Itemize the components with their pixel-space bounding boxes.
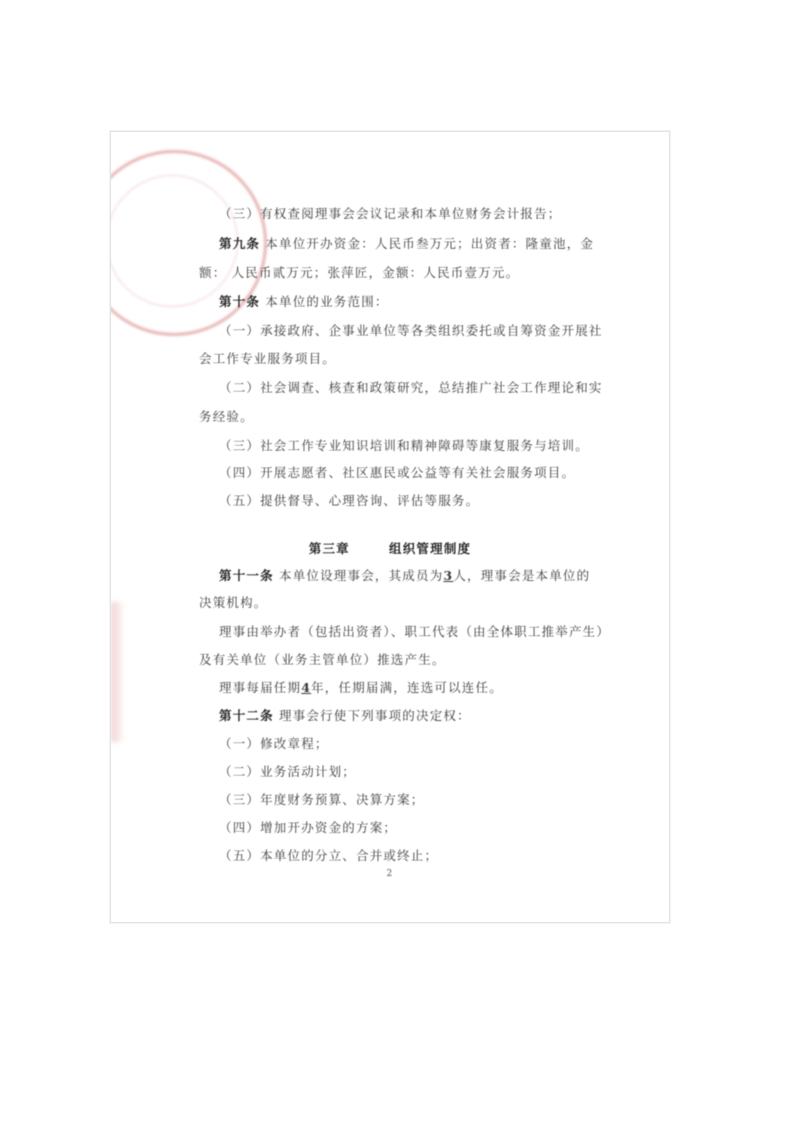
chapter-heading	[111, 539, 669, 557]
article-label: 第九条	[219, 236, 261, 251]
list-item: （一）修改章程；	[219, 736, 329, 751]
text: 年，任期届满，连选可以连任。	[311, 680, 503, 695]
term-years: 4	[301, 680, 312, 695]
text-line: 及有关单位（业务主管单位）推选产生。	[199, 652, 446, 667]
article-text: 本单位设理事会，其成员为	[279, 568, 444, 583]
chapter-title: 组织管理制度	[389, 541, 472, 556]
page-number: 2	[386, 869, 394, 879]
article-9-line	[219, 236, 594, 252]
text-line: （一）承接政府、企事业单位等各类组织委托或自筹资金开展社	[219, 323, 603, 338]
member-count: 3	[443, 568, 454, 583]
text-line: （三）社会工作专业知识培训和精神障碍等康复服务与培训。	[219, 438, 589, 453]
text-line: （四）开展志愿者、社区惠民或公益等有关社会服务项目。	[219, 465, 576, 480]
article-text: 本单位的业务范围：	[265, 294, 389, 309]
article-label: 第十二条	[219, 708, 274, 723]
text-line: （五）提供督导、心理咨询、评估等服务。	[219, 493, 480, 508]
text-line: 务经验。	[199, 409, 254, 424]
page-content	[111, 132, 669, 922]
text-line: 会工作专业服务项目。	[199, 351, 337, 366]
list-item: （三）年度财务预算、决算方案；	[219, 792, 425, 807]
article-text: 理事会行使下列事项的决定权：	[279, 708, 471, 723]
text-line: 理事由举办者（包括出资者）、职工代表（由全体职工推举产生）	[219, 624, 611, 639]
list-item: （二）业务活动计划；	[219, 764, 357, 779]
term-line	[219, 680, 503, 696]
article-label: 第十一条	[219, 568, 274, 583]
article-10-line	[219, 294, 389, 310]
text: 理事每届任期	[219, 680, 302, 695]
list-item: （五）本单位的分立、合并或终止；	[219, 848, 439, 863]
article-label: 第十条	[219, 294, 261, 309]
text-line: 决策机构。	[199, 595, 268, 610]
text-line: （二）社会调查、核查和政策研究，总结推广社会工作理论和实	[219, 380, 603, 395]
article-text: 本单位开办资金：人民币叁万元；出资者：隆童池，金	[265, 236, 595, 251]
article-text: 人，理事会是本单位的	[453, 568, 591, 583]
document-page	[110, 131, 670, 923]
text-line: 额： 人民币贰万元；张萍匠，金额：人民币壹万元。	[199, 265, 520, 280]
article-12-line	[219, 708, 471, 724]
chapter-number: 第三章	[308, 541, 350, 556]
list-item: （四）增加开办资金的方案；	[219, 820, 398, 835]
text-line: （三）有权查阅理事会会议记录和本单位财务会计报告；	[219, 206, 562, 221]
article-11-line	[219, 568, 590, 584]
